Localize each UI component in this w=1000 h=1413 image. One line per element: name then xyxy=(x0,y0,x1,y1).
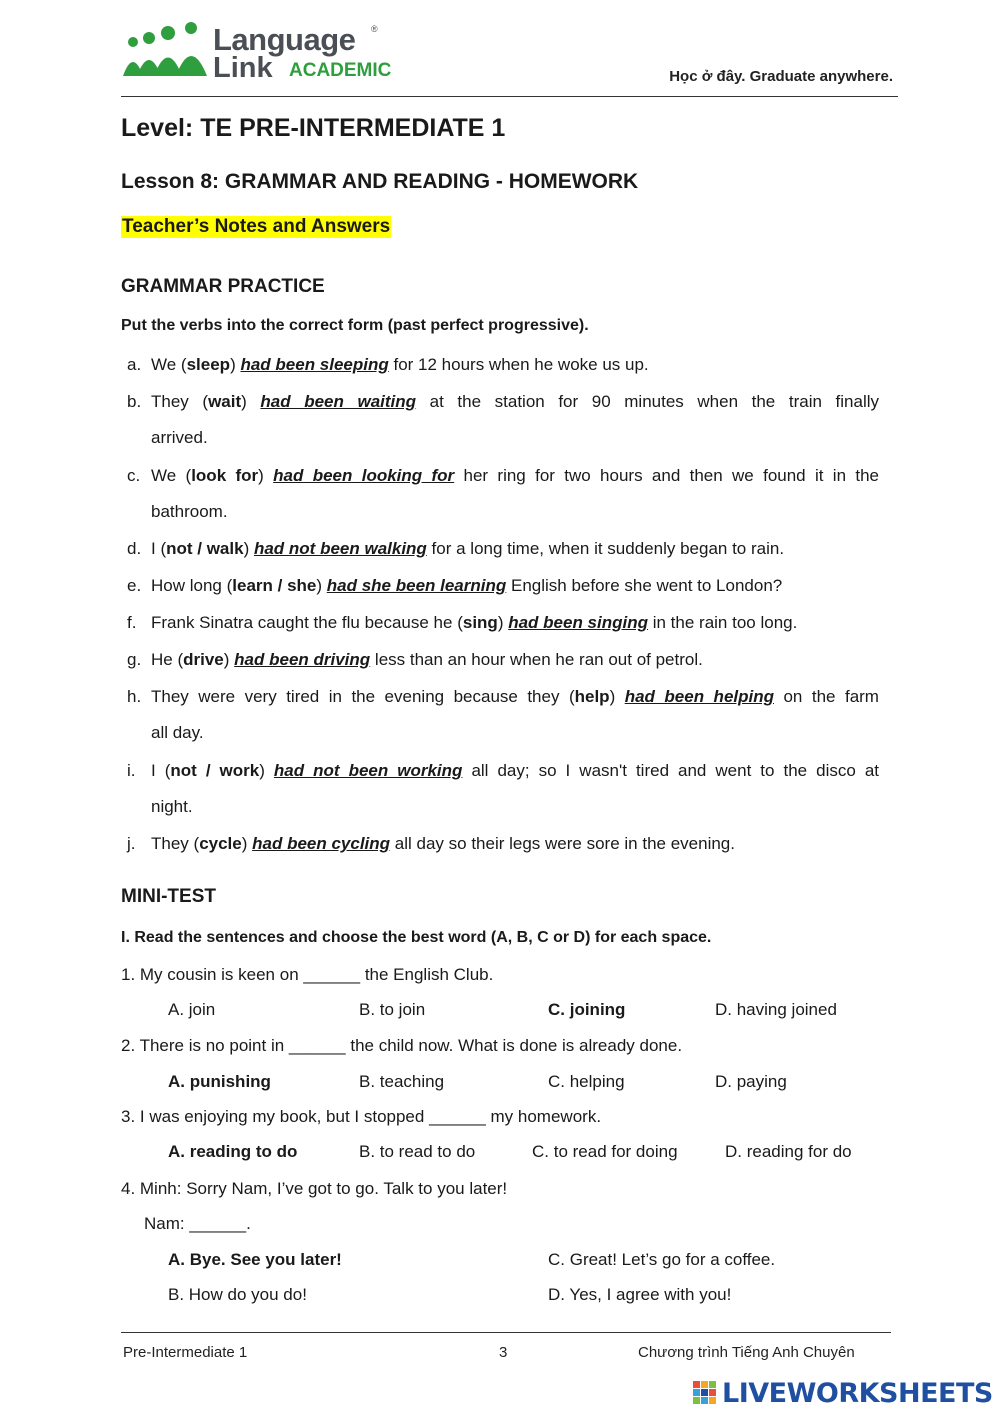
item-mid: ) xyxy=(241,392,261,411)
item-post: for a long time, when it suddenly began to rain. xyxy=(426,539,785,558)
minitest-heading: MINI-TEST xyxy=(121,886,216,907)
language-link-logo xyxy=(121,22,391,82)
item-verb: wait xyxy=(208,392,242,411)
item-label: a. xyxy=(127,355,142,374)
q2-option-d: D. paying xyxy=(715,1072,787,1091)
item-pre: I ( xyxy=(151,761,171,780)
logo-link: Link xyxy=(213,52,273,84)
footer-course: Pre-Intermediate 1 xyxy=(123,1344,248,1361)
footer-page-number: 3 xyxy=(499,1344,508,1361)
q1-option-c: C. joining xyxy=(548,1000,626,1019)
item-label: f. xyxy=(127,613,137,632)
item-verb: not / work xyxy=(170,761,260,780)
item-pre: How long ( xyxy=(151,576,233,595)
item-post: all day; so I wasn't tired and went to the disco at xyxy=(462,761,880,780)
item-mid: ) xyxy=(316,576,327,595)
item-mid: ) xyxy=(241,834,253,853)
grammar-item-h-continued: all day. xyxy=(151,723,204,742)
question-4-reply: Nam: ______. xyxy=(144,1214,251,1233)
q4-option-a: A. Bye. See you later! xyxy=(168,1250,342,1269)
item-text xyxy=(151,354,879,376)
item-text xyxy=(151,575,879,597)
item-answer: had been singing xyxy=(508,613,648,632)
item-pre: He ( xyxy=(151,650,184,669)
q3-option-c: C. to read for doing xyxy=(532,1142,678,1161)
item-label: i. xyxy=(127,761,136,780)
item-post: for 12 hours when he woke us up. xyxy=(388,355,649,374)
item-post: less than an hour when he ran out of petrol. xyxy=(370,650,703,669)
q2-option-c: C. helping xyxy=(548,1072,625,1091)
item-mid: ) xyxy=(497,613,509,632)
item-verb: help xyxy=(574,687,610,706)
item-mid: ) xyxy=(243,539,254,558)
logo-people-icon xyxy=(121,22,213,80)
liveworksheets-logo-icon xyxy=(692,1380,718,1406)
grammar-item-i-continued: night. xyxy=(151,797,193,816)
item-answer: had been cycling xyxy=(252,834,391,853)
footer-divider xyxy=(121,1332,891,1333)
logo-registered: ® xyxy=(371,24,378,34)
item-text xyxy=(151,612,879,634)
item-verb: sing xyxy=(462,613,498,632)
q1-option-d: D. having joined xyxy=(715,1000,837,1019)
item-answer: had not been walking xyxy=(253,539,427,558)
item-label: g. xyxy=(127,650,142,669)
question-2: 2. There is no point in ______ the child now. What is done is already done. xyxy=(121,1036,683,1055)
item-mid: ) xyxy=(609,687,625,706)
item-answer: had she been learning xyxy=(326,576,507,595)
level-title: Level: TE PRE-INTERMEDIATE 1 xyxy=(121,114,506,142)
item-answer: had not been working xyxy=(273,761,463,780)
grammar-item-b-continued: arrived. xyxy=(151,428,208,447)
q2-option-a: A. punishing xyxy=(168,1072,271,1091)
item-answer: had been helping xyxy=(624,687,774,706)
item-pre: They ( xyxy=(151,392,209,411)
item-pre: I ( xyxy=(151,539,167,558)
item-text xyxy=(151,538,879,560)
footer-program: Chương trình Tiếng Anh Chuyên xyxy=(638,1344,855,1361)
item-label: e. xyxy=(127,576,142,595)
item-mid: ) xyxy=(230,355,241,374)
grammar-item-c-continued: bathroom. xyxy=(151,502,228,521)
q4-option-d: D. Yes, I agree with you! xyxy=(548,1285,732,1304)
item-post: at the station for 90 minutes when the train finally xyxy=(416,392,879,411)
item-verb: look for xyxy=(191,466,259,485)
item-pre: Frank Sinatra caught the flu because he ( xyxy=(151,613,463,632)
grammar-instruction: Put the verbs into the correct form (past perfect progressive). xyxy=(121,317,589,334)
item-text xyxy=(151,465,879,487)
question-4: 4. Minh: Sorry Nam, I’ve got to go. Talk to you later! xyxy=(121,1179,508,1198)
item-verb: not / walk xyxy=(166,539,244,558)
header-slogan: Học ở đây. Graduate anywhere. xyxy=(669,68,893,85)
item-verb: sleep xyxy=(186,355,231,374)
item-post: her ring for two hours and then we found it in the xyxy=(454,466,880,485)
item-text xyxy=(151,833,879,855)
item-verb: cycle xyxy=(199,834,242,853)
q3-option-b: B. to read to do xyxy=(359,1142,476,1161)
logo-language: Language xyxy=(213,22,356,57)
item-label: h. xyxy=(127,687,142,706)
item-text xyxy=(151,391,879,413)
q4-option-c: C. Great! Let’s go for a coffee. xyxy=(548,1250,776,1269)
item-answer: had been driving xyxy=(234,650,371,669)
grammar-heading: GRAMMAR PRACTICE xyxy=(121,276,325,297)
logo-academic: ACADEMIC xyxy=(289,60,392,81)
question-3: 3. I was enjoying my book, but I stopped ______ my homework. xyxy=(121,1107,602,1126)
question-1: 1. My cousin is keen on ______ the English Club. xyxy=(121,965,494,984)
item-post: in the rain too long. xyxy=(648,613,798,632)
item-text xyxy=(151,686,879,708)
item-label: j. xyxy=(127,834,136,853)
item-post: on the farm xyxy=(774,687,879,706)
item-label: c. xyxy=(127,466,141,485)
item-mid: ) xyxy=(223,650,235,669)
item-text xyxy=(151,649,879,671)
item-post: all day so their legs were sore in the evening. xyxy=(390,834,735,853)
item-pre: We ( xyxy=(151,466,192,485)
item-mid: ) xyxy=(258,466,274,485)
q1-option-a: A. join xyxy=(168,1000,216,1019)
minitest-instruction: I. Read the sentences and choose the best word (A, B, C or D) for each space. xyxy=(121,929,712,946)
q4-option-b: B. How do you do! xyxy=(168,1285,307,1304)
item-answer: had been sleeping xyxy=(240,355,389,374)
item-post: English before she went to London? xyxy=(506,576,783,595)
item-verb: learn / she xyxy=(232,576,317,595)
item-answer: had been looking for xyxy=(273,466,455,485)
item-label: d. xyxy=(127,539,142,558)
lesson-title: Lesson 8: GRAMMAR AND READING - HOMEWORK xyxy=(121,170,639,193)
item-verb: drive xyxy=(183,650,224,669)
item-mid: ) xyxy=(259,761,274,780)
item-text xyxy=(151,760,879,782)
item-pre: They were very tired in the evening because they ( xyxy=(151,687,575,706)
q3-option-a: A. reading to do xyxy=(168,1142,298,1161)
q2-option-b: B. teaching xyxy=(359,1072,445,1091)
q1-option-b: B. to join xyxy=(359,1000,426,1019)
header-divider xyxy=(121,96,898,97)
q3-option-d: D. reading for do xyxy=(725,1142,852,1161)
liveworksheets-watermark xyxy=(692,1380,992,1408)
item-pre: They ( xyxy=(151,834,200,853)
item-pre: We ( xyxy=(151,355,187,374)
liveworksheets-text: LIVEWORKSHEETS xyxy=(722,1378,993,1409)
item-answer: had been waiting xyxy=(260,392,417,411)
item-label: b. xyxy=(127,392,142,411)
teacher-notes-heading: Teacher’s Notes and Answers xyxy=(122,216,391,237)
